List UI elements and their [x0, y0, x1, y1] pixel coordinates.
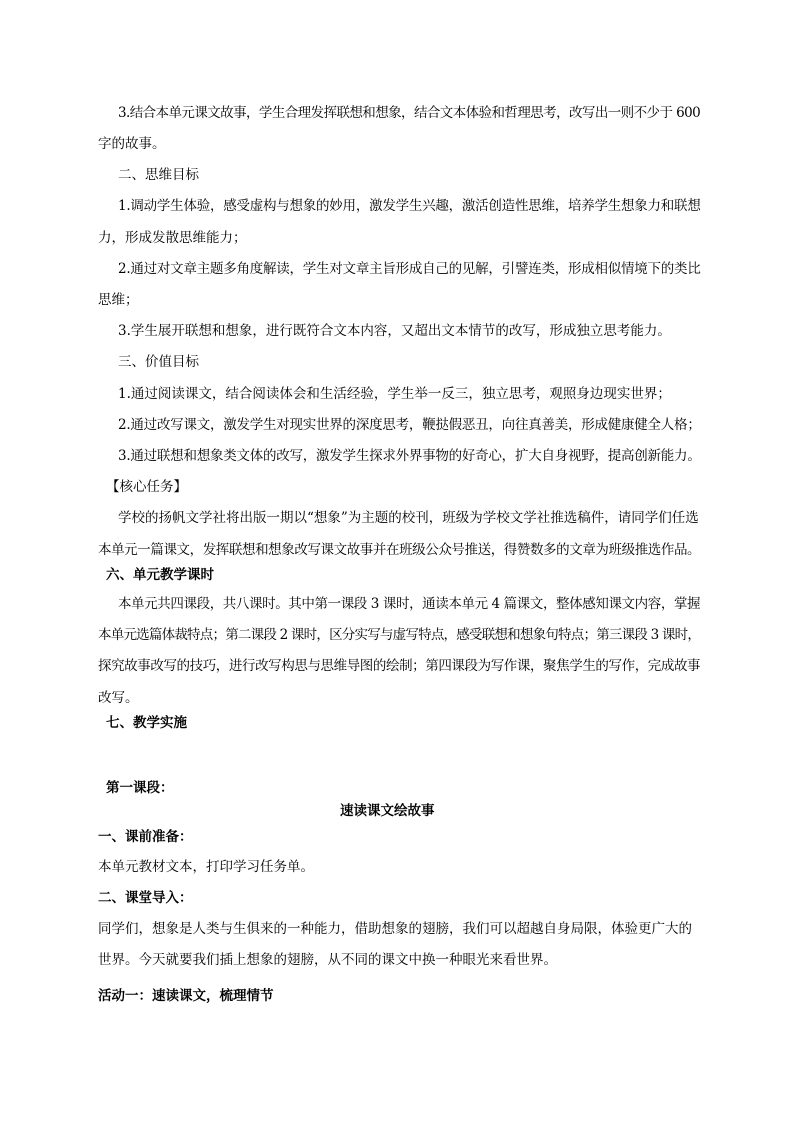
core-task-line-2: 本单元一篇课文，发挥联想和想象改写课文故事并在班级公众号推送，得赞数多的文章为班级推选作品。 — [98, 542, 701, 558]
segment-1-title: 速读课文绘故事 — [340, 803, 435, 819]
thinking-1-line-2: 力，形成发散思维能力； — [98, 230, 247, 246]
thinking-2-line-1: 2.通过对文章主题多角度解读，学生对文章主旨形成自己的见解，引譬连类，形成相似情境下的类比 — [118, 261, 701, 277]
activity-1-heading: 活动一：速读课文，梳理情节 — [98, 988, 274, 1004]
heading-class-intro: 二、课堂导入： — [98, 890, 193, 906]
goal-1-3-line-2: 字的故事。 — [98, 136, 166, 152]
thinking-1-line-1: 1.调动学生体验，感受虚构与想象的妙用，激发学生兴趣，激活创造性思维，培养学生想象力和联想 — [118, 198, 701, 214]
core-task-line-1: 学校的扬帆文学社将出版一期以“想象”为主题的校刊，班级为学校文学社推选稿件，请同学们任选 — [118, 510, 699, 526]
heading-unit-hours: 六、单元教学课时 — [106, 567, 214, 583]
value-1: 1.通过阅读课文，结合阅读体会和生活经验，学生举一反三，独立思考，观照身边现实世界； — [118, 386, 671, 402]
unit-hours-line-2: 本单元选篇体裁特点；第二课段 2 课时，区分实写与虚写特点，感受联想和想象句特点；第三课段 3 课时， — [98, 627, 701, 643]
unit-hours-line-3: 探究故事改写的技巧，进行改写构思与思维导图的绘制；第四课段为写作课，聚焦学生的写作，完成故事 — [98, 658, 701, 674]
value-3: 3.通过联想和想象类文体的改写，激发学生探求外界事物的好奇心，扩大自身视野，提高创新能力。 — [118, 448, 701, 464]
thinking-3: 3.学生展开联想和想象，进行既符合文本内容，又超出文本情节的改写，形成独立思考能力。 — [118, 323, 671, 339]
class-intro-line-1: 同学们，想象是人类与生俱来的一种能力，借助想象的翅膀，我们可以超越自身局限，体验更广大的 — [98, 921, 692, 937]
class-intro-line-2: 世界。今天就要我们插上想象的翅膀，从不同的课文中换一种眼光来看世界。 — [98, 952, 557, 968]
heading-value-goals: 三、价值目标 — [118, 354, 199, 370]
unit-hours-line-4: 改写。 — [98, 690, 139, 706]
heading-pre-class-prep: 一、课前准备： — [98, 829, 193, 845]
heading-thinking-goals: 二、思维目标 — [118, 167, 199, 183]
goal-1-3-line-1: 3.结合本单元课文故事，学生合理发挥联想和想象，结合文本体验和哲理思考，改写出一则不少于 600 — [118, 105, 701, 121]
segment-1-label: 第一课段： — [106, 780, 174, 796]
heading-core-task: 【核心任务】 — [106, 479, 187, 495]
heading-teaching-implementation: 七、教学实施 — [106, 715, 187, 731]
pre-class-prep-text: 本单元教材文本，打印学习任务单。 — [98, 859, 314, 875]
value-2: 2.通过改写课文，激发学生对现实世界的深度思考，鞭挞假恶丑，向往真善美，形成健康健全人格； — [118, 417, 701, 433]
unit-hours-line-1: 本单元共四课段，共八课时。其中第一课段 3 课时，通读本单元 4 篇课文，整体感知课文内容，掌握 — [118, 596, 701, 612]
thinking-2-line-2: 思维； — [98, 292, 139, 308]
